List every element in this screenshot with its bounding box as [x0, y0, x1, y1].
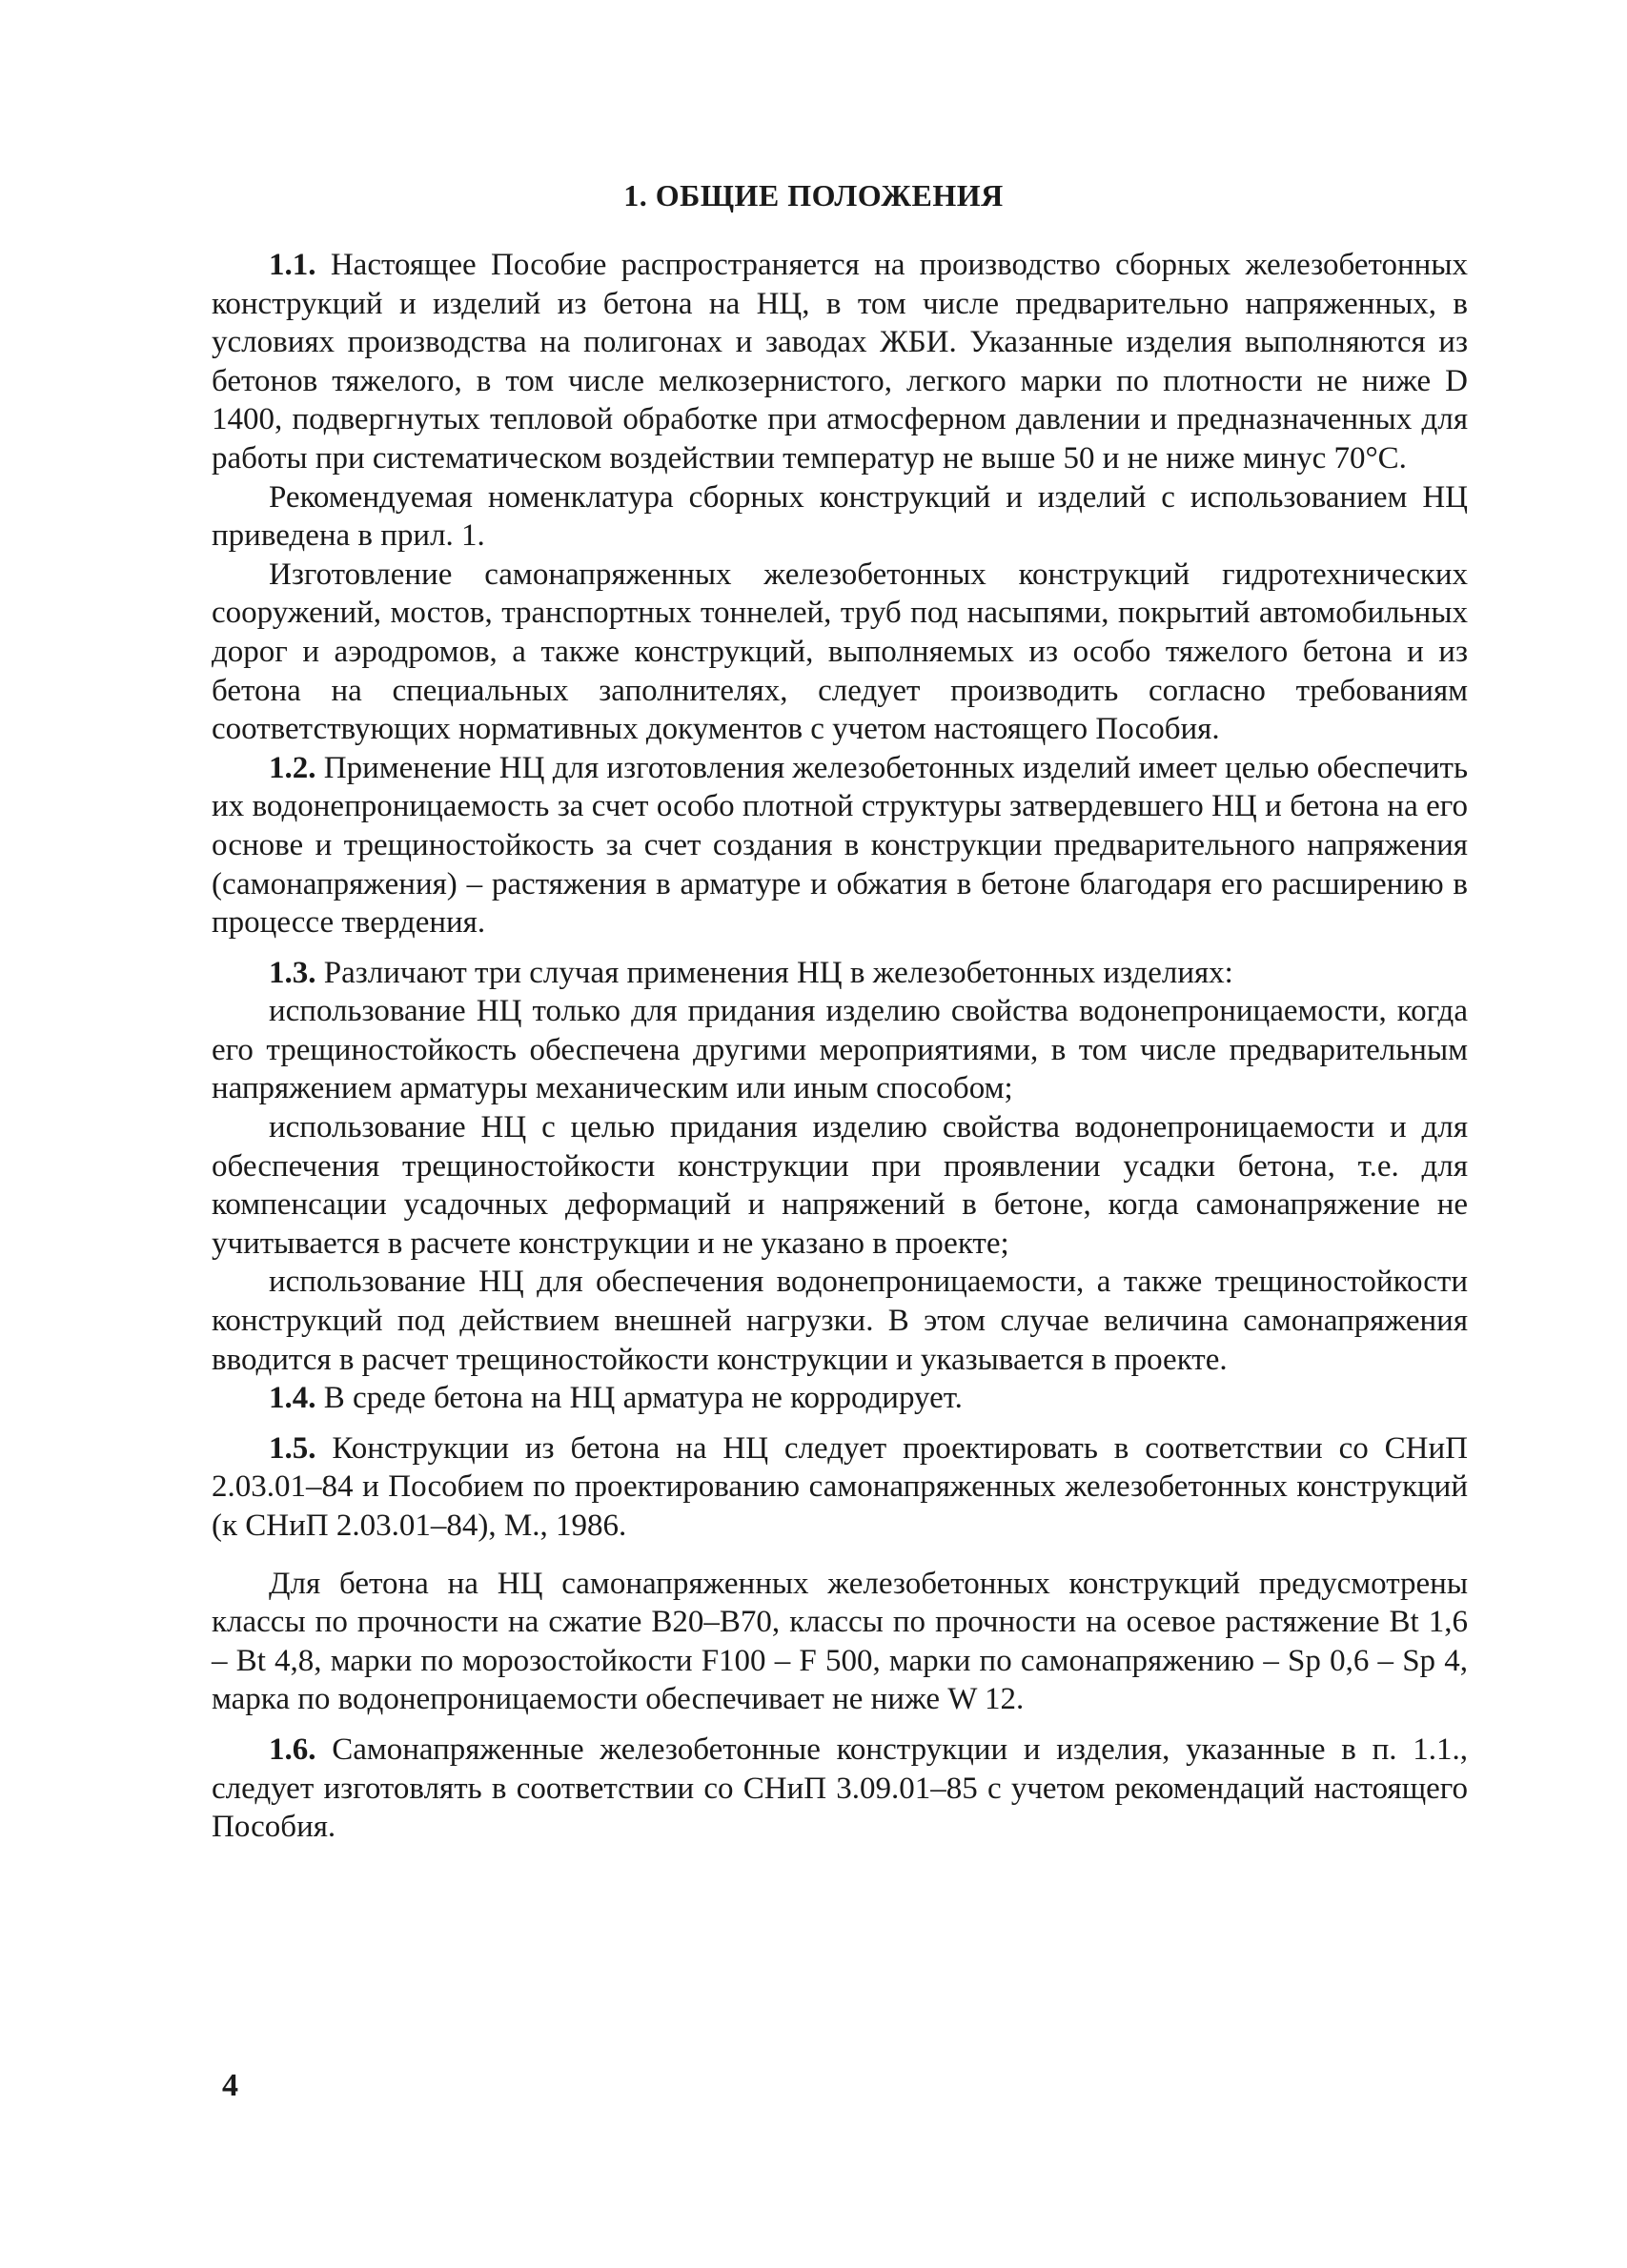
paragraph-text: Конструкции из бетона на НЦ следует проектировать в соответствии со СНиП 2.03.01–84 и Пособием по проектированию самонапряженных железобетонных конструкций (к СНиП 2.03.01–84), М., 1986. — [212, 1430, 1468, 1543]
page-number — [222, 2068, 238, 2104]
paragraph-1-1-c — [212, 556, 1468, 749]
paragraph-1-2 — [212, 749, 1468, 942]
section-heading: 1. ОБЩИЕ ПОЛОЖЕНИЯ — [623, 178, 1004, 213]
paragraph-1-4 — [212, 1379, 1468, 1418]
clause-number: 1.1. — [269, 248, 316, 282]
paragraph-1-3 — [212, 954, 1468, 993]
paragraph-text: использование НЦ только для придания изделию свойства водонепроницаемости, когда его трещиностойкость обеспечена другими мероприятиями, в том числе предварительным напряжением арматуры механическим или иным способом; — [212, 994, 1468, 1106]
clause-number: 1.4. — [269, 1381, 316, 1416]
paragraph-1-3-c — [212, 1263, 1468, 1379]
paragraph-text: использование НЦ для обеспечения водонепроницаемости, а также трещиностойкости конструкций под действием внешней нагрузки. В этом случае величина самонапряжения вводится в расчет трещиностойкости конструкции и указывается в проекте. — [212, 1265, 1468, 1377]
paragraph-text: Применение НЦ для изготовления железобетонных изделий имеет целью обеспечить их водонепроницаемость за счет особо плотной структуры затвердевшего НЦ и бетона на его основе и трещиностойкость за счет создания в конструкции предварительного напряжения (самонапряжения) – растяжения в арматуре и обжатия в бетоне благодаря его расширению в процессе твердения. — [212, 750, 1468, 941]
paragraph-1-3-a — [212, 992, 1468, 1108]
paragraph-1-5 — [212, 1429, 1468, 1546]
paragraph-1-1 — [212, 246, 1468, 478]
paragraph-text: использование НЦ с целью придания изделию свойства водонепроницаемости и для обеспечения трещиностойкости конструкции при проявлении усадки бетона, т.е. для компенсации усадочных деформаций и напряжений в бетоне, когда самонапряжение не учитывается в расчете конструкции и не указано в проекте; — [212, 1110, 1468, 1261]
body-text — [212, 246, 1468, 1847]
clause-number: 1.5. — [269, 1430, 316, 1466]
paragraph-text: Самонапряженные железобетонные конструкции и изделия, указанные в п. 1.1., следует изготовлять в соответствии со СНиП 3.09.01–85 с учетом рекомендаций настоящего Пособия. — [212, 1731, 1468, 1845]
paragraph-text: Настоящее Пособие распространяется на производство сборных железобетонных конструкций и изделий из бетона на НЦ, в том числе предварительно напряженных, в условиях производства на полигонах и заводах ЖБИ. Указанные изделия выполняются из бетонов тяжелого, в том числе мелкозернистого, легкого марки по плотности не ниже D 1400, подвергнутых тепловой обработке при атмосферном давлении и предназначенных для работы при систематическом воздействии температур не выше 50 и не ниже минус 70°С. — [212, 248, 1468, 476]
paragraph-text: Для бетона на НЦ самонапряженных железобетонных конструкций предусмотрены классы по прочности на сжатие B20–B70, классы по прочности на осевое растяжение Bt 1,6 – Bt 4,8, марки по морозостойкости F100 – F 500, марки по самонапряжению – Sp 0,6 – Sp 4, марка по водонепроницаемости обеспечивает не ниже W 12. — [212, 1566, 1468, 1717]
paragraph-1-1-b — [212, 478, 1468, 556]
paragraph-1-3-b — [212, 1108, 1468, 1263]
clause-number: 1.3. — [269, 955, 316, 990]
paragraph-text: Изготовление самонапряженных железобетонных конструкций гидротехнических сооружений, мостов, транспортных тоннелей, труб под насыпями, покрытий автомобильных дорог и аэродромов, а также конструкций, выполняемых из особо тяжелого бетона и из бетона на специальных заполнителях, следует производить согласно требованиям соответствующих нормативных документов с учетом настоящего Пособия. — [212, 557, 1468, 747]
clause-number: 1.2. — [269, 750, 316, 785]
paragraph-1-5-b — [212, 1565, 1468, 1719]
clause-number: 1.6. — [269, 1731, 316, 1767]
page-number-value: 4 — [222, 2068, 238, 2103]
paragraph-text: Различают три случая применения НЦ в железобетонных изделиях: — [315, 955, 1233, 990]
paragraph-text: В среде бетона на НЦ арматура не корродирует. — [315, 1381, 963, 1416]
paragraph-text: Рекомендуемая номенклатура сборных конструкций и изделий с использованием НЦ приведена в прил. 1. — [212, 479, 1468, 554]
paragraph-1-6 — [212, 1731, 1468, 1847]
